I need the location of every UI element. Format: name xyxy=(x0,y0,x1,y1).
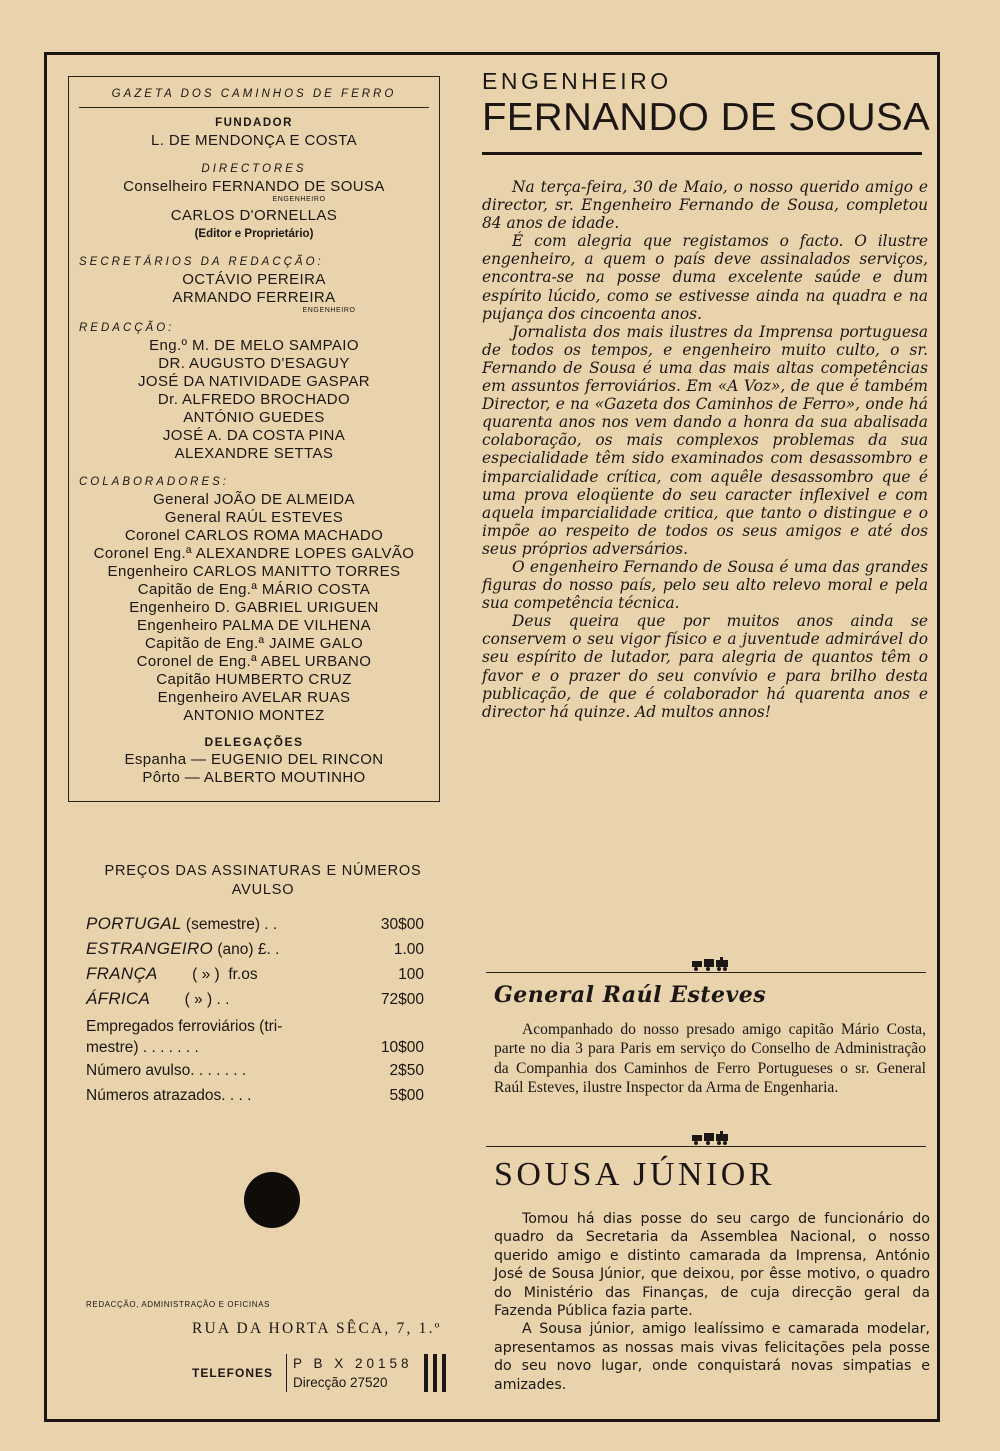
prices-heading xyxy=(86,862,440,900)
redaccao-label: REDACÇÃO: xyxy=(79,322,175,334)
price-label: ÁFRICA xyxy=(86,989,151,1008)
price-row xyxy=(86,1087,440,1112)
price-label-detail: ( » ) . . xyxy=(150,991,230,1008)
price-value: 10$00 xyxy=(380,1039,424,1056)
section-divider xyxy=(486,1146,926,1147)
list-item: Coronel Eng.ª ALEXANDRE LOPES GALVÃO xyxy=(93,545,415,562)
list-item: JOSÉ DA NATIVIDADE GASPAR xyxy=(138,373,370,390)
article-paragraph: O engenheiro Fernando de Sousa é uma das grandes figuras do nosso país, pelo seu alto relevo moral e pela sua competência técnica. xyxy=(482,557,928,613)
director-1: Conselheiro FERNANDO DE SOUSA xyxy=(123,178,385,195)
masthead-box xyxy=(68,76,440,802)
article-paragraph: Jornalista dos mais ilustres da Imprensa portuguesa de todos os tempos, e engenheiro muito culto, o sr. Fernando de Sousa é uma das mais altas competências em assuntos ferroviários. Em «A Voz», de que é também Director, e na «Gazeta dos Caminhos de Ferro», onde há quarenta anos nos vem dando a honra da sua abalisada colaboração, os mais complexos problemas da sua especialidade têm sido examinados com desassombro e imparcialidade crítica, com aquêle desassombro que é uma prova eloqüente do seu caracter inflexivel e com aquela imparcialidade critica, que tanto o distingue e o impõe ao respeito de todos os seus amigos e até dos seus próprios adversários. xyxy=(482,322,928,558)
article-paragraph: Deus queira que por muitos anos ainda se conservem o seu vigor físico e a juventude admirável do seu espírito de lutador, para alegria de quantos têm o favor e o prazer do seu convívio e para brilho desta publicação, de que é colaborador há quarenta anos e director há quinze. Ad multos annos! xyxy=(482,612,928,721)
delegacoes-label: DELEGAÇÕES xyxy=(204,735,304,749)
list-item: General RAÚL ESTEVES xyxy=(164,509,344,526)
telefones-label: TELEFONES xyxy=(192,1366,274,1380)
director-2: CARLOS D'ORNELLAS xyxy=(170,207,338,224)
price-label: Números atrazados. . . . xyxy=(86,1087,252,1104)
list-item: Engenheiro CARLOS MANITTO TORRES xyxy=(107,563,401,580)
price-label-detail: (ano) £. . xyxy=(213,941,280,958)
list-item: Dr. ALFREDO BROCHADO xyxy=(157,391,351,408)
list-item: ANTONIO MONTEZ xyxy=(183,707,325,724)
esteves-heading: General Raúl Esteves xyxy=(494,982,767,1008)
list-item: ALEXANDRE SETTAS xyxy=(174,445,334,462)
price-label-detail: ( » ) fr.os xyxy=(157,966,258,983)
masthead-title: GAZETA DOS CAMINHOS DE FERRO xyxy=(79,85,429,108)
delegacao-2: Pôrto — ALBERTO MOUTINHO xyxy=(142,769,366,786)
list-item: Engenheiro AVELAR RUAS xyxy=(157,689,351,706)
article-body xyxy=(482,178,928,721)
sousa-junior-paragraph: A Sousa júnior, amigo lealíssimo e camarada modelar, apresentamos as nossas mais vivas felicitações pela posse do seu novo lugar, onde conquistará novas simpatias e amizades. xyxy=(494,1321,930,1393)
price-label: Número avulso. . . . . . . xyxy=(86,1062,247,1079)
list-item: Capitão de Eng.ª JAIME GALO xyxy=(144,635,364,652)
list-item: Coronel de Eng.ª ABEL URBANO xyxy=(136,653,372,670)
price-row xyxy=(86,914,440,939)
direccao-number: Direcção 27520 xyxy=(293,1375,388,1390)
prices-heading-line2: AVULSO xyxy=(231,882,295,898)
price-value: 30$00 xyxy=(380,916,424,933)
sousa-junior-body xyxy=(494,1210,930,1394)
list-item: Eng.º M. DE MELO SAMPAIO xyxy=(149,337,359,354)
list-item: Coronel CARLOS ROMA MACHADO xyxy=(124,527,384,544)
section-divider xyxy=(486,972,926,973)
secretario-1: OCTÁVIO PEREIRA xyxy=(182,271,326,288)
list-item: JOSÉ A. DA COSTA PINA xyxy=(162,427,346,444)
list-item: Capitão HUMBERTO CRUZ xyxy=(156,671,352,688)
telephone-numbers xyxy=(286,1354,413,1392)
article-paragraph: É com alegria que registamos o facto. O ilustre engenheiro, a quem o país deve assinalados serviços, encontra-se na posse duma excelente saúde e dum espírito lúcido, como se estivesse ainda na quadra e na pujança dos cincoenta anos. xyxy=(482,232,928,323)
redaccao-list xyxy=(79,337,429,463)
fundador-label: FUNDADOR xyxy=(215,117,293,129)
price-value: 5$00 xyxy=(389,1087,424,1104)
price-label: Empregados ferroviários (tri- xyxy=(86,1018,283,1035)
price-value: 2$50 xyxy=(389,1062,424,1079)
price-value: 100 xyxy=(398,966,424,983)
address-street: RUA DA HORTA SÊCA, 7, 1.º xyxy=(192,1320,442,1337)
secretario-2-title: ENGENHEIRO xyxy=(302,307,356,314)
esteves-paragraph: Acompanhado do nosso presado amigo capitão Mário Costa, parte no dia 3 para Paris em serviço do Conselho de Administração da Companhia dos Caminhos de Ferro Portugueses o sr. General Raúl Esteves, ilustre Inspector da Arma de Engenharia. xyxy=(494,1021,926,1097)
price-label: FRANÇA xyxy=(86,964,158,983)
sousa-junior-heading: SOUSA JÚNIOR xyxy=(494,1156,775,1193)
colaboradores-label: COLABORADORES: xyxy=(79,476,229,488)
price-value: 1.00 xyxy=(393,941,424,958)
price-row xyxy=(86,939,440,964)
article-kicker: ENGENHEIRO xyxy=(482,68,672,94)
price-row xyxy=(86,989,440,1014)
train-icon xyxy=(690,1130,730,1146)
esteves-body xyxy=(494,1020,926,1098)
secretario-2: ARMANDO FERREIRA xyxy=(172,289,336,306)
director-2-title: (Editor e Proprietário) xyxy=(194,228,314,240)
director-1-title: ENGENHEIRO xyxy=(272,196,326,203)
list-item: Engenheiro PALMA DE VILHENA xyxy=(137,617,371,634)
list-item: DR. AUGUSTO D'ESAGUY xyxy=(158,355,350,372)
list-item: ANTÓNIO GUEDES xyxy=(183,409,325,426)
sousa-junior-paragraph: Tomou há dias posse do seu cargo de funcionário do quadro da Secretaria da Assemblea Nacional, o nosso querido amigo e distinto camarada da Imprensa, António José de Sousa Júnior, que deixou, por êsse motivo, o quadro do Ministério das Finanças, de cuja direcção geral da Fazenda Pública fazia parte. xyxy=(494,1211,930,1320)
price-label: ESTRANGEIRO xyxy=(86,939,214,958)
price-label-detail: (semestre) . . xyxy=(181,916,278,933)
headline-rule xyxy=(482,152,922,155)
fundador-name: L. DE MENDONÇA E COSTA xyxy=(150,132,358,149)
price-row xyxy=(86,1016,440,1058)
secretarios-label: SECRETÁRIOS DA REDACÇÃO: xyxy=(79,256,324,268)
price-row xyxy=(86,1062,440,1087)
prices-table xyxy=(86,862,440,1112)
delegacao-1: Espanha — EUGENIO DEL RINCON xyxy=(124,751,384,768)
directores-label: DIRECTORES xyxy=(201,163,307,175)
article-paragraph: Na terça-feira, 30 de Maio, o nosso querido amigo e director, sr. Engenheiro Fernando de Sousa, completou 84 anos de idade. xyxy=(482,178,928,233)
colaboradores-list xyxy=(79,491,429,725)
address-label: REDACÇÃO, ADMINISTRAÇÃO E OFICINAS xyxy=(86,1300,270,1309)
price-label: mestre) . . . . . . . xyxy=(86,1039,199,1056)
pbx-number: P B X 20158 xyxy=(293,1356,413,1371)
ink-dot-ornament xyxy=(244,1172,300,1228)
price-label: PORTUGAL xyxy=(86,914,182,933)
prices-heading-line1: PREÇOS DAS ASSINATURAS E NÚMEROS xyxy=(104,863,422,879)
price-value: 72$00 xyxy=(380,991,424,1008)
price-row xyxy=(86,964,440,989)
bars-ornament xyxy=(424,1354,446,1392)
list-item: General JOÃO DE ALMEIDA xyxy=(153,491,355,508)
list-item: Engenheiro D. GABRIEL URIGUEN xyxy=(129,599,379,616)
train-icon xyxy=(690,956,730,972)
list-item: Capitão de Eng.ª MÁRIO COSTA xyxy=(137,581,371,598)
article-headline: FERNANDO DE SOUSA xyxy=(482,96,931,139)
